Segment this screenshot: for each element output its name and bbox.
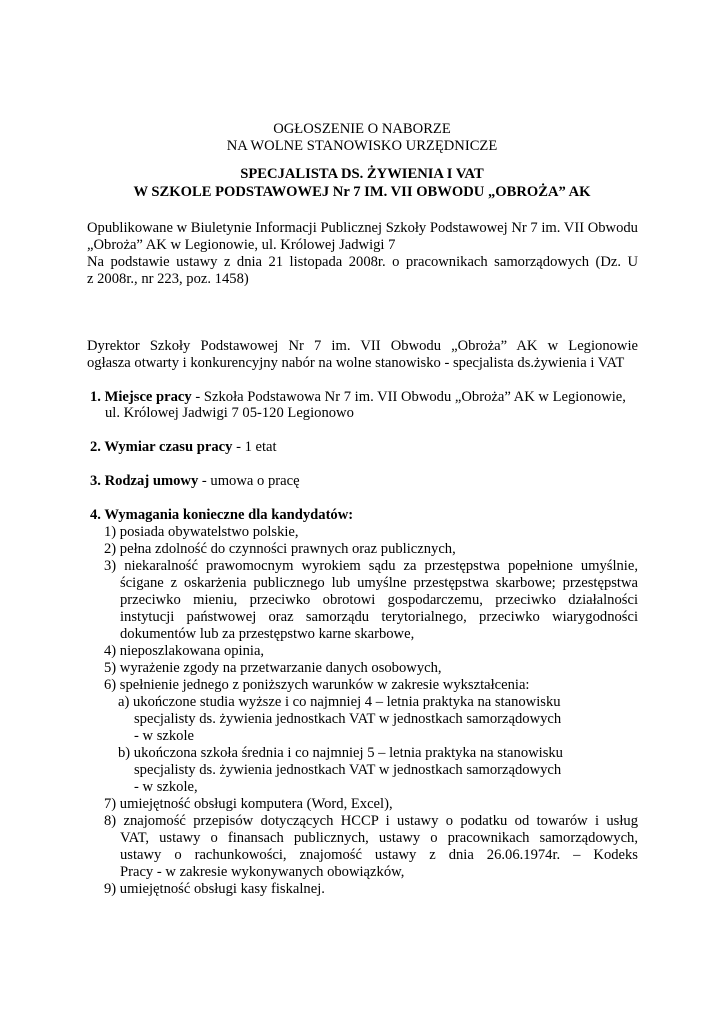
announcement-subheading: NA WOLNE STANOWISKO URZĘDNICZE xyxy=(226,138,498,154)
requirement-text: 6) spełnienie jednego z poniższych warunków w zakresie wykształcenia: xyxy=(104,677,530,693)
announcement-line: Dyrektor Szkoły Podstawowej Nr 7 im. VII Obwodu „Obroża” AK w Legionowie xyxy=(87,338,638,354)
section-contract-type xyxy=(90,473,641,490)
requirement-text: 3) niekaralność prawomocnym wyrokiem sądu za przestępstwa popełnione umyślnie, xyxy=(104,558,638,574)
section-working-time xyxy=(90,439,641,456)
requirement-item xyxy=(104,643,638,660)
intro-line: z 2008r., nr 223, poz. 1458) xyxy=(87,271,249,287)
announcement-heading: OGŁOSZENIE O NABORZE xyxy=(273,121,451,137)
section-workplace-address: ul. Królowej Jadwigi 7 05-120 Legionowo xyxy=(105,405,354,421)
requirement-text: przeciwko mieniu, przeciwko obrotowi gospodarczemu, przeciwko działalności xyxy=(120,592,638,608)
requirement-text: b) ukończona szkoła średnia i co najmniej 5 – letnia praktyka na stanowisku xyxy=(118,745,563,761)
education-option-a xyxy=(118,694,638,745)
intro-line: Opublikowane w Biuletynie Informacji Publicznej Szkoły Podstawowej Nr 7 im. VII Obwodu xyxy=(87,220,638,236)
section-text: - umowa o pracę xyxy=(198,473,300,489)
requirement-text: - w szkole xyxy=(134,728,194,744)
announcement-paragraph xyxy=(87,338,638,372)
requirement-text: specjalisty ds. żywienia jednostkach VAT w jednostkach samorządowych xyxy=(134,762,562,778)
requirement-text: instytucji państwowej oraz samorządu terytorialnego, przeciwko wiarygodności xyxy=(120,609,638,625)
requirement-item xyxy=(104,796,638,813)
requirement-text: 5) wyrażenie zgody na przetwarzanie danych osobowych, xyxy=(104,660,442,676)
requirement-text: ścigane z oskarżenia publicznego lub umyślne przestępstwa skarbowe; przestępstwa xyxy=(120,575,638,591)
announcement-line: ogłasza otwarty i konkurencyjny nabór na wolne stanowisko - specjalista ds.żywienia i VAT xyxy=(87,355,625,371)
intro-line: Na podstawie ustawy z dnia 21 listopada 2008r. o pracownikach samorządowych (Dz. U xyxy=(87,254,638,270)
education-option-b xyxy=(118,745,638,796)
section-workplace xyxy=(90,389,641,406)
intro-line: „Obroża” AK w Legionowie, ul. Królowej Jadwigi 7 xyxy=(87,237,396,253)
requirement-text: VAT, ustawy o finansach publicznych, ustawy o pracownikach samorządowych, xyxy=(120,830,638,846)
requirement-text: - w szkole, xyxy=(134,779,198,795)
requirement-text: Pracy - w zakresie wykonywanych obowiązków, xyxy=(120,864,405,880)
requirement-text: 8) znajomość przepisów dotyczących HCCP i ustawy o podatku od towarów i usług xyxy=(104,813,638,829)
intro-paragraph xyxy=(87,220,638,288)
section-label: 4. Wymagania konieczne dla kandydatów: xyxy=(90,507,354,523)
section-requirements xyxy=(90,507,641,524)
requirement-item xyxy=(104,813,638,881)
requirement-item xyxy=(104,524,638,541)
section-label: 2. Wymiar czasu pracy xyxy=(90,439,233,455)
requirement-text: specjalisty ds. żywienia jednostkach VAT w jednostkach samorządowych xyxy=(134,711,562,727)
requirement-text: dokumentów lub za przestępstwo karne skarbowe, xyxy=(120,626,415,642)
requirement-item xyxy=(104,541,638,558)
requirement-text: 9) umiejętność obsługi kasy fiskalnej. xyxy=(104,881,325,897)
requirement-item xyxy=(104,660,638,677)
requirement-item xyxy=(104,677,638,694)
section-label: 1. Miejsce pracy xyxy=(90,389,192,405)
requirement-text: 2) pełna zdolność do czynności prawnych oraz publicznych, xyxy=(104,541,456,557)
position-title: SPECJALISTA DS. ŻYWIENIA I VAT xyxy=(240,166,484,182)
requirement-text: 7) umiejętność obsługi komputera (Word, Excel), xyxy=(104,796,393,812)
section-label: 3. Rodzaj umowy xyxy=(90,473,199,489)
requirement-text: 4) nieposzlakowana opinia, xyxy=(104,643,265,659)
requirement-item xyxy=(104,881,638,898)
school-title: W SZKOLE PODSTAWOWEJ Nr 7 IM. VII OBWODU „OBROŻA” AK xyxy=(133,184,591,200)
requirement-text: ustawy o rachunkowości, znajomość ustawy z dnia 26.06.1974r. – Kodeks xyxy=(120,847,638,863)
section-text: - Szkoła Podstawowa Nr 7 im. VII Obwodu „Obroża” AK w Legionowie, xyxy=(191,389,626,405)
requirement-item xyxy=(104,558,638,643)
requirement-text: a) ukończone studia wyższe i co najmniej 4 – letnia praktyka na stanowisku xyxy=(118,694,561,710)
requirement-text: 1) posiada obywatelstwo polskie, xyxy=(104,524,299,540)
section-text: - 1 etat xyxy=(232,439,277,455)
